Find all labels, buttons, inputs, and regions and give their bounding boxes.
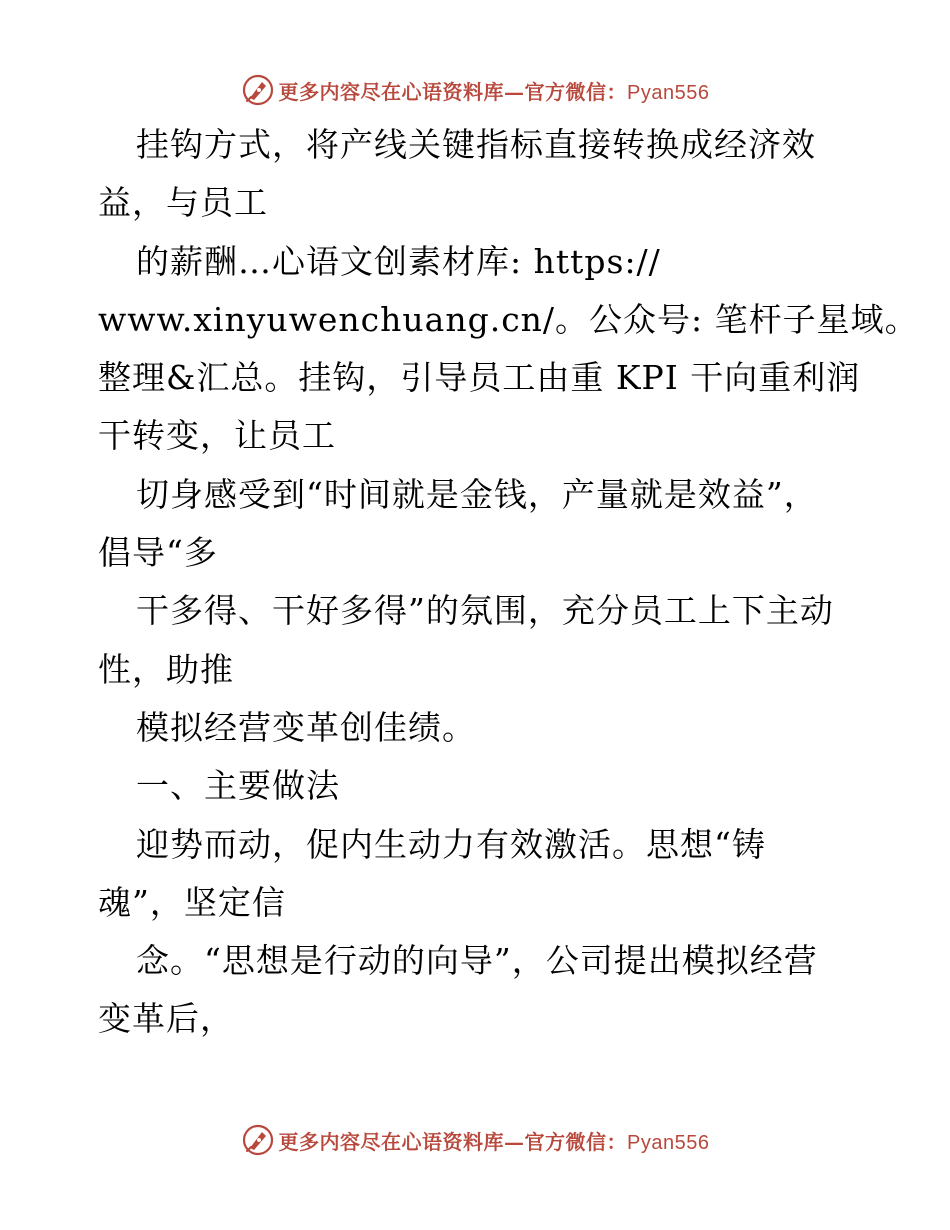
text-line: 变革后， [98, 999, 234, 1039]
header-wechat-id: Pyan556 [627, 81, 710, 104]
footer-text [279, 1126, 710, 1155]
text-line: www.xinyuwenchuang.cn/。公众号: 笔杆子星域。 [98, 299, 919, 339]
text-line: 一、主要做法 [136, 766, 340, 806]
header-text-main: 更多内容尽在心语资料库—官方微信： [278, 79, 628, 104]
text-line: 整理&汇总。挂钩，引导员工由重 KPI 干向重利润 [98, 358, 861, 398]
text-line: 倡导“多 [98, 533, 218, 573]
footer-watermark [0, 1120, 950, 1160]
footer-text-main: 更多内容尽在心语资料库—官方微信： [278, 1129, 628, 1154]
text-line: 干多得、干好多得”的氛围，充分员工上下主动 [136, 591, 834, 631]
pen-nib-logo-icon [241, 73, 275, 107]
footer-wechat-id: Pyan556 [627, 1131, 710, 1154]
header-text [279, 76, 710, 105]
text-line: 迎势而动，促内生动力有效激活。思想“铸 [136, 824, 766, 864]
pen-nib-logo-icon [241, 1123, 275, 1157]
text-line: 切身感受到“时间就是金钱，产量就是效益”， [136, 474, 818, 514]
text-line: 益，与员工 [98, 183, 268, 223]
text-line: 性，助推 [98, 649, 234, 689]
body-text [98, 116, 919, 1049]
header-watermark [0, 70, 950, 110]
text-line: 的薪酬…心语文创素材库: https:// [136, 241, 661, 281]
text-line: 挂钩方式，将产线关键指标直接转换成经济效 [136, 125, 816, 164]
text-line: 念。“思想是行动的向导”，公司提出模拟经营 [136, 941, 818, 981]
text-line: 魂”，坚定信 [98, 882, 286, 922]
text-line: 模拟经营变革创佳绩。 [136, 707, 476, 747]
text-line: 干转变，让员工 [98, 416, 336, 456]
